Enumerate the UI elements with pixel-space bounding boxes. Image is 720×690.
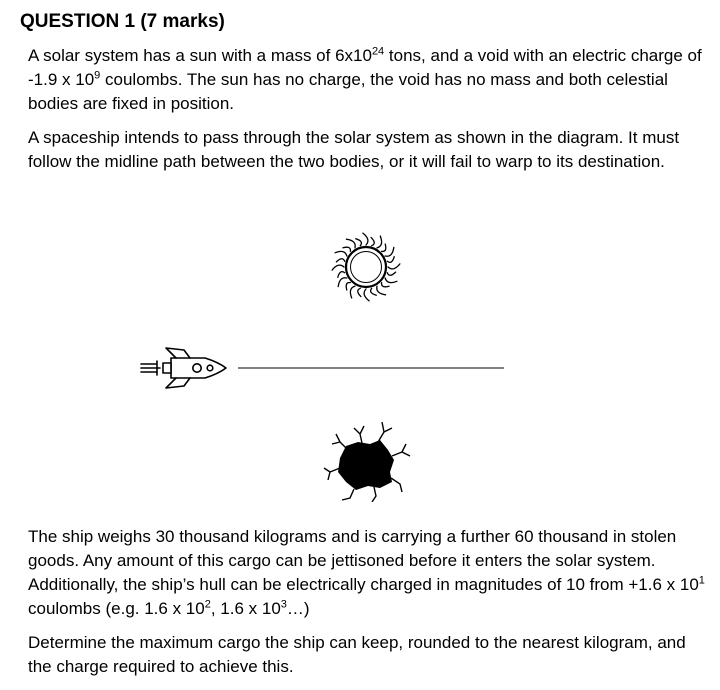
sun-ray bbox=[387, 257, 394, 263]
sun-ray bbox=[338, 272, 345, 278]
question-heading: QUESTION 1 (7 marks) bbox=[20, 11, 225, 32]
p3-text-d: …) bbox=[286, 599, 310, 618]
sun-ray bbox=[346, 239, 355, 248]
sun-ray bbox=[377, 286, 386, 295]
sun-icon bbox=[332, 233, 400, 301]
sun-ray bbox=[371, 288, 377, 295]
sun-ray bbox=[356, 239, 362, 246]
rocket-icon bbox=[141, 348, 226, 388]
sun-ray bbox=[385, 247, 394, 256]
p1-text-b: tons, and a void with an electric charge of -1.9 x 10 bbox=[28, 46, 702, 89]
sun-ray bbox=[387, 272, 395, 275]
p3-exponent-3: 3 bbox=[280, 598, 287, 611]
p3-text-b: coulombs (e.g. 1.6 x 10 bbox=[28, 599, 205, 618]
question-continued bbox=[28, 525, 708, 689]
question-page bbox=[20, 8, 708, 184]
sun-ray bbox=[377, 236, 382, 248]
sun-ray bbox=[332, 265, 344, 270]
sun-ray bbox=[363, 233, 368, 245]
paragraph-spaceship: A spaceship intends to pass through the solar system as shown in the diagram. It must follow the midline path between the two bodies, or it will fail to warp to its destination. bbox=[28, 128, 680, 171]
sun-ray bbox=[382, 283, 389, 287]
sun-ray bbox=[388, 264, 400, 269]
p1-exponent-mass: 24 bbox=[371, 45, 385, 58]
sun-ray bbox=[364, 289, 369, 301]
void-icon bbox=[324, 422, 410, 502]
sun-ray bbox=[350, 286, 355, 298]
p3-exponent-2: 2 bbox=[204, 598, 211, 611]
p3-exponent-1: 1 bbox=[698, 574, 705, 587]
paragraph-task: Determine the maximum cargo the ship can keep, rounded to the nearest kilogram, and the charge required to achieve this. bbox=[28, 633, 686, 676]
p3-text-c: , 1.6 x 10 bbox=[210, 599, 281, 618]
p1-text-c: coulombs. The sun has no charge, the void has no mass and both celestial bodies are fixed in position. bbox=[28, 70, 668, 113]
paragraph-solar-system bbox=[28, 44, 708, 116]
sun-ray bbox=[382, 244, 386, 251]
p1-exponent-charge: 9 bbox=[94, 69, 101, 82]
sun-ray bbox=[338, 278, 347, 287]
sun-ray bbox=[371, 237, 374, 245]
p3-text-a: The ship weighs 30 thousand kilograms and is carrying a further 60 thousand in stolen goods. Any amount of this cargo can be jettisoned before it enters the solar system. Additionally, the ship’s hull can be electrically charged in magnitudes of 10 from +1.6 x 10 bbox=[28, 527, 699, 594]
sun-ray bbox=[385, 278, 397, 283]
paragraph-ship-details bbox=[28, 525, 708, 621]
p1-text-a: A solar system has a sun with a mass of 6x10 bbox=[28, 46, 372, 65]
sun-ray bbox=[343, 247, 350, 251]
sun-ray bbox=[335, 251, 347, 256]
sun-ray bbox=[358, 288, 361, 296]
solar-system-diagram bbox=[0, 222, 720, 502]
sun-ray bbox=[336, 259, 344, 262]
sun-ray bbox=[346, 283, 350, 290]
